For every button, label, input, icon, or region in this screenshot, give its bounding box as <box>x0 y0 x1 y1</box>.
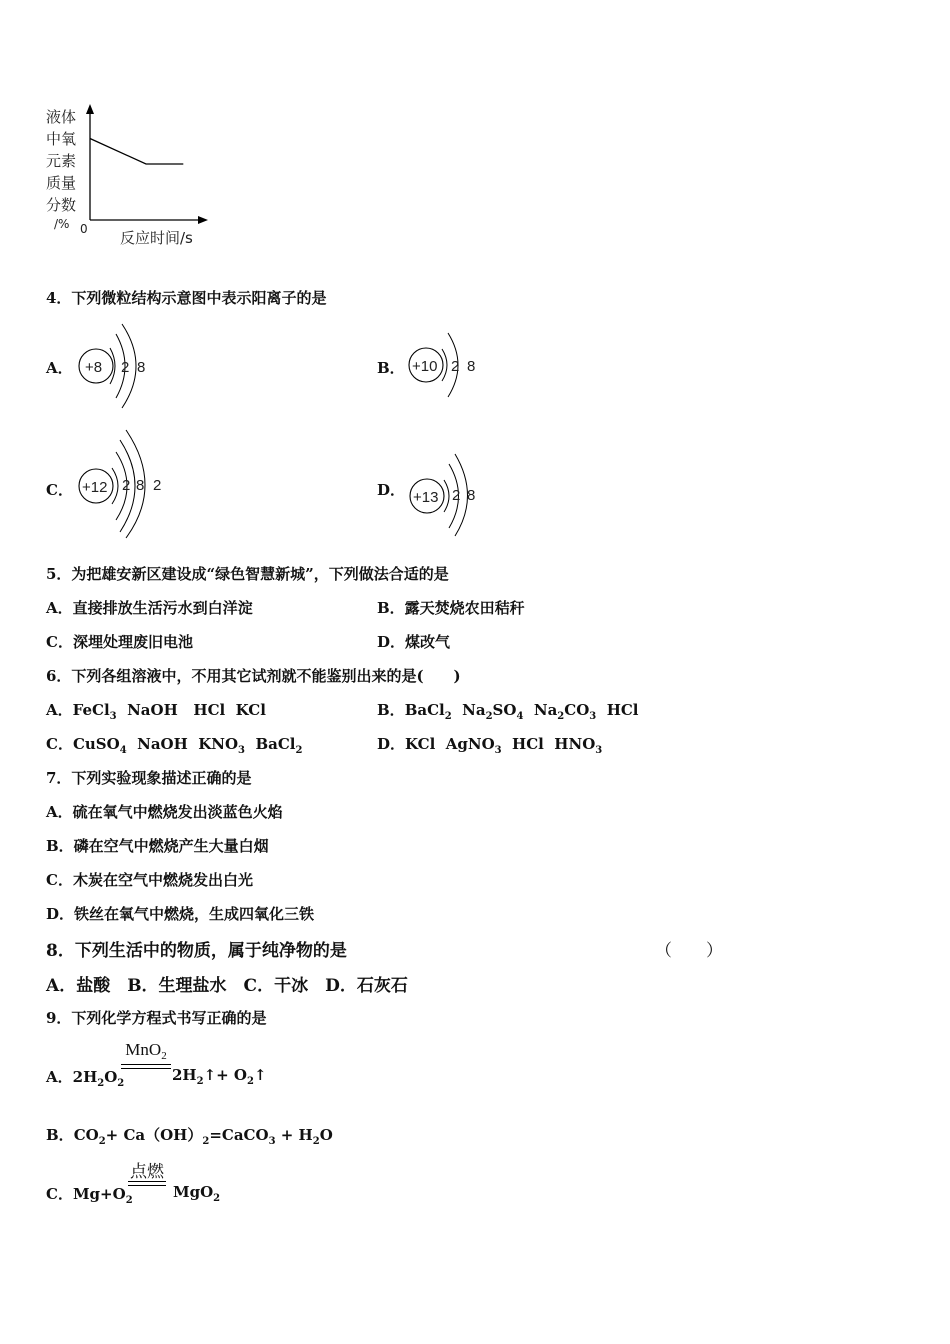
q7-option-b: B．磷在空气中燃烧产生大量白烟 <box>46 837 269 855</box>
q9-stem: 9．下列化学方程式书写正确的是 <box>46 1009 267 1027</box>
chart-origin: 0 <box>80 222 88 236</box>
q6-option-a: A．FeCl$_3$ NaOH HCl KCl <box>46 701 266 722</box>
q9-option-b: B．$CO_2+$ $Ca(OH)_2=CaCO_3 + H_2O$ <box>46 1126 333 1147</box>
nucleus-charge: +8 <box>85 359 103 376</box>
q9-a-double-bar <box>121 1064 171 1069</box>
q9-a-products: $2H_2↑+$ $O_2↑$ <box>172 1066 267 1087</box>
shell-electrons: 8 <box>467 487 476 504</box>
shell-electrons: 2 <box>452 487 461 504</box>
shell-electrons: 8 <box>136 477 145 494</box>
q8-options: A．盐酸 B．生理盐水 C．干冰 D．石灰石 <box>46 976 408 996</box>
chart-ylabel-line: 元素 <box>46 152 77 170</box>
q4-option-c-label: C． <box>46 481 73 499</box>
chart-xlabel: 反应时间/s <box>120 229 193 247</box>
q7-stem: 7．下列实验现象描述正确的是 <box>46 769 252 787</box>
nucleus-charge: +10 <box>412 358 438 375</box>
chart-ylabel-line: 中氧 <box>46 130 77 148</box>
q6-option-b: B．BaCl$_2$ $Na_2SO_4$ $Na_2CO_3$ HCl <box>377 701 639 722</box>
shell-electrons: 2 <box>153 477 162 494</box>
q9-c-double-bar <box>128 1181 166 1186</box>
q9-c-product: MgO$_2$ <box>173 1183 221 1204</box>
shell-electrons: 8 <box>137 359 146 376</box>
q5-option-d: D．煤改气 <box>377 633 451 651</box>
q5-option-b: B．露天焚烧农田秸秆 <box>377 599 525 617</box>
shell-electrons: 2 <box>451 358 460 375</box>
q5-stem: 5．为把雄安新区建设成“绿色智慧新城”，下列做法合适的是 <box>46 565 449 583</box>
q4-option-c-diagram <box>76 428 176 540</box>
nucleus-charge: +13 <box>413 489 439 506</box>
q7-option-d: D．铁丝在氧气中燃烧，生成四氧化三铁 <box>46 905 315 923</box>
q8-stem: 8．下列生活中的物质，属于纯净物的是 <box>46 941 347 961</box>
q8-answer-blank: （ ） <box>655 941 723 961</box>
oxygen-fraction-chart <box>40 100 220 250</box>
nucleus-charge: +12 <box>82 479 108 496</box>
q4-option-a-diagram <box>76 320 166 410</box>
q9-option-c: C．$Mg+O_2$ <box>46 1185 133 1206</box>
chart-series-line <box>90 139 183 165</box>
q7-option-c: C．木炭在空气中燃烧发出白光 <box>46 871 253 889</box>
q9-option-a: A．$2H_2O_2$ <box>46 1068 125 1089</box>
q6-stem: 6．下列各组溶液中，不用其它试剂就不能鉴别出来的是( ) <box>46 667 461 685</box>
q4-option-b-diagram <box>406 323 496 408</box>
chart-ylabel-line: 质量 <box>46 174 77 192</box>
chart-ylabel-unit: /% <box>54 217 70 231</box>
q5-option-c: C．深埋处理废旧电池 <box>46 633 193 651</box>
q6-option-d: D．KCl AgNO$_3$ HCl $HNO_3$ <box>377 735 603 756</box>
shell-electrons: 2 <box>121 359 130 376</box>
chart-y-arrow <box>86 104 94 114</box>
q4-option-a-label: A． <box>46 359 73 377</box>
q4-stem: 4．下列微粒结构示意图中表示阳离子的是 <box>46 289 327 307</box>
q7-option-a: A．硫在氧气中燃烧发出淡蓝色火焰 <box>46 803 283 821</box>
chart-ylabel-line: 分数 <box>46 196 77 214</box>
shell-arc <box>444 480 449 512</box>
q4-option-d-label: D． <box>377 481 406 499</box>
q4-option-b-label: B． <box>377 359 405 377</box>
shell-electrons: 2 <box>122 477 131 494</box>
chart-ylabel-line: 液体 <box>46 108 77 126</box>
shell-electrons: 8 <box>467 358 476 375</box>
chart-x-arrow <box>198 216 208 224</box>
q5-option-a: A．直接排放生活污水到白洋淀 <box>46 599 253 617</box>
q9-c-condition: 点燃 <box>130 1162 164 1181</box>
q6-option-c: C．CuSO$_4$ NaOH $KNO_3$ BaCl$_2$ <box>46 735 303 756</box>
q4-option-d-diagram <box>406 450 496 540</box>
q9-a-condition: MnO$_2$ <box>125 1040 167 1063</box>
